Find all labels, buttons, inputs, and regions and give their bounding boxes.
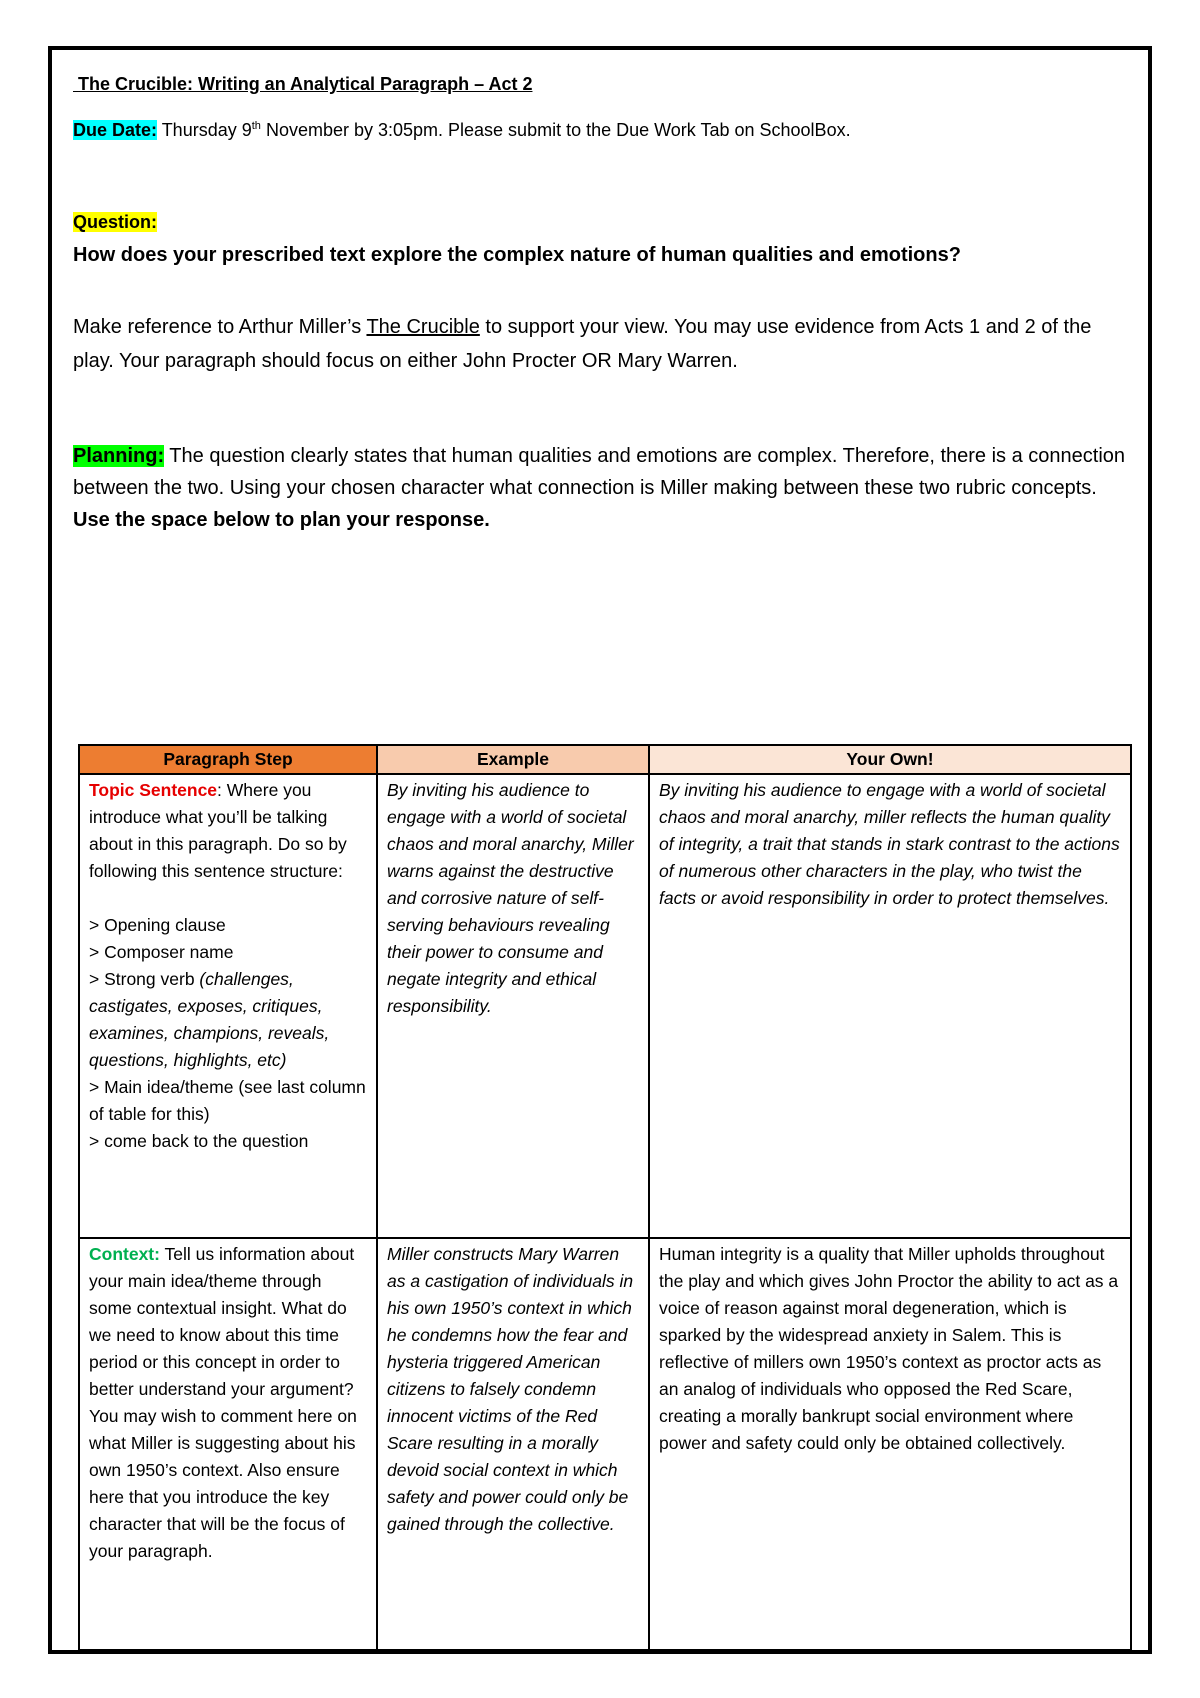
topic-sentence-step-cell: Topic Sentence: Where you introduce what you’ll be talking about in this paragraph. Do so by following this sentence structure: > Opening clause > Composer name > Strong verb (challenges, castigates, exposes, critiques, examines, champions, reveals, questions, highlights, etc) > Main idea/theme (see last column of table for this) > come back to the question bbox=[79, 774, 377, 1238]
paragraph-steps-table bbox=[78, 744, 1132, 1651]
table-row bbox=[79, 774, 1131, 1238]
topic-sentence-own-cell[interactable]: By inviting his audience to engage with a world of societal chaos and moral anarchy, miller reflects the human quality of integrity, a trait that stands in stark contrast to the actions of numerous other characters in the play, who twist the facts or avoid responsibility in order to protect themselves. bbox=[649, 774, 1131, 1238]
reference-instructions: Make reference to Arthur Miller’s The Crucible to support your view. You may use evidence from Acts 1 and 2 of the play. Your paragraph should focus on either John Procter OR Mary Warren. bbox=[73, 316, 1092, 372]
list-item: > Main idea/theme (see last column of table for this) bbox=[89, 1077, 366, 1124]
document-title: The Crucible: Writing an Analytical Paragraph – Act 2 bbox=[78, 74, 533, 94]
header-your-own: Your Own! bbox=[649, 745, 1131, 774]
list-item: > Opening clause bbox=[89, 915, 226, 935]
context-example-cell: Miller constructs Mary Warren as a castigation of individuals in his own 1950’s context in which he condemns how the fear and hysteria triggered American citizens to falsely condemn innocent victims of the Red Scare resulting in a morally devoid social context in which safety and power could only be gained through the collective. bbox=[377, 1238, 649, 1650]
due-date-line: Due Date: Thursday 9th November by 3:05pm. Please submit to the Due Work Tab on SchoolBox. bbox=[73, 120, 851, 140]
list-item: > Composer name bbox=[89, 942, 234, 962]
planning-label: Planning: bbox=[73, 445, 165, 467]
question-label: Question: bbox=[73, 212, 157, 232]
topic-sentence-label: Topic Sentence bbox=[89, 780, 218, 800]
question-text: How does your prescribed text explore the complex nature of human qualities and emotions? bbox=[73, 244, 961, 266]
question-label-line bbox=[73, 212, 157, 233]
table-row bbox=[79, 1238, 1131, 1650]
header-paragraph-step: Paragraph Step bbox=[79, 745, 377, 774]
play-title: The Crucible bbox=[366, 316, 480, 338]
context-label: Context: bbox=[89, 1244, 160, 1264]
topic-sentence-example-cell: By inviting his audience to engage with a world of societal chaos and moral anarchy, Miller warns against the destructive and corrosive nature of self-serving behaviours revealing their power to consume and negate integrity and ethical responsibility. bbox=[377, 774, 649, 1238]
due-date-label: Due Date: bbox=[73, 120, 158, 140]
list-item: > come back to the question bbox=[89, 1131, 309, 1151]
header-example: Example bbox=[377, 745, 649, 774]
planning-instructions: Planning: The question clearly states that human qualities and emotions are complex. Therefore, there is a connection between the two. Using your chosen character what connection is Miller making between these two rubric concepts. Use the space below to plan your response. bbox=[73, 445, 1126, 531]
context-step-cell: Context: Tell us information about your main idea/theme through some contextual insight. What do we need to know about this time period or this concept in order to better understand your argument? You may wish to comment here on what Miller is suggesting about his own 1950’s context. Also ensure here that you introduce the key character that will be the focus of your paragraph. bbox=[79, 1238, 377, 1650]
context-own-cell[interactable]: Human integrity is a quality that Miller upholds throughout the play and which gives John Proctor the ability to act as a voice of reason against moral degeneration, which is sparked by the widespread anxiety in Salem. This is reflective of millers own 1950’s context as proctor acts as an analog of individuals who opposed the Red Scare, creating a morally bankrupt social environment where power and safety could only be obtained collectively. bbox=[649, 1238, 1131, 1650]
table-header-row bbox=[79, 745, 1131, 774]
list-item: > Strong verb (challenges, castigates, exposes, critiques, examines, champions, reveals, questions, highlights, etc) bbox=[89, 969, 330, 1070]
